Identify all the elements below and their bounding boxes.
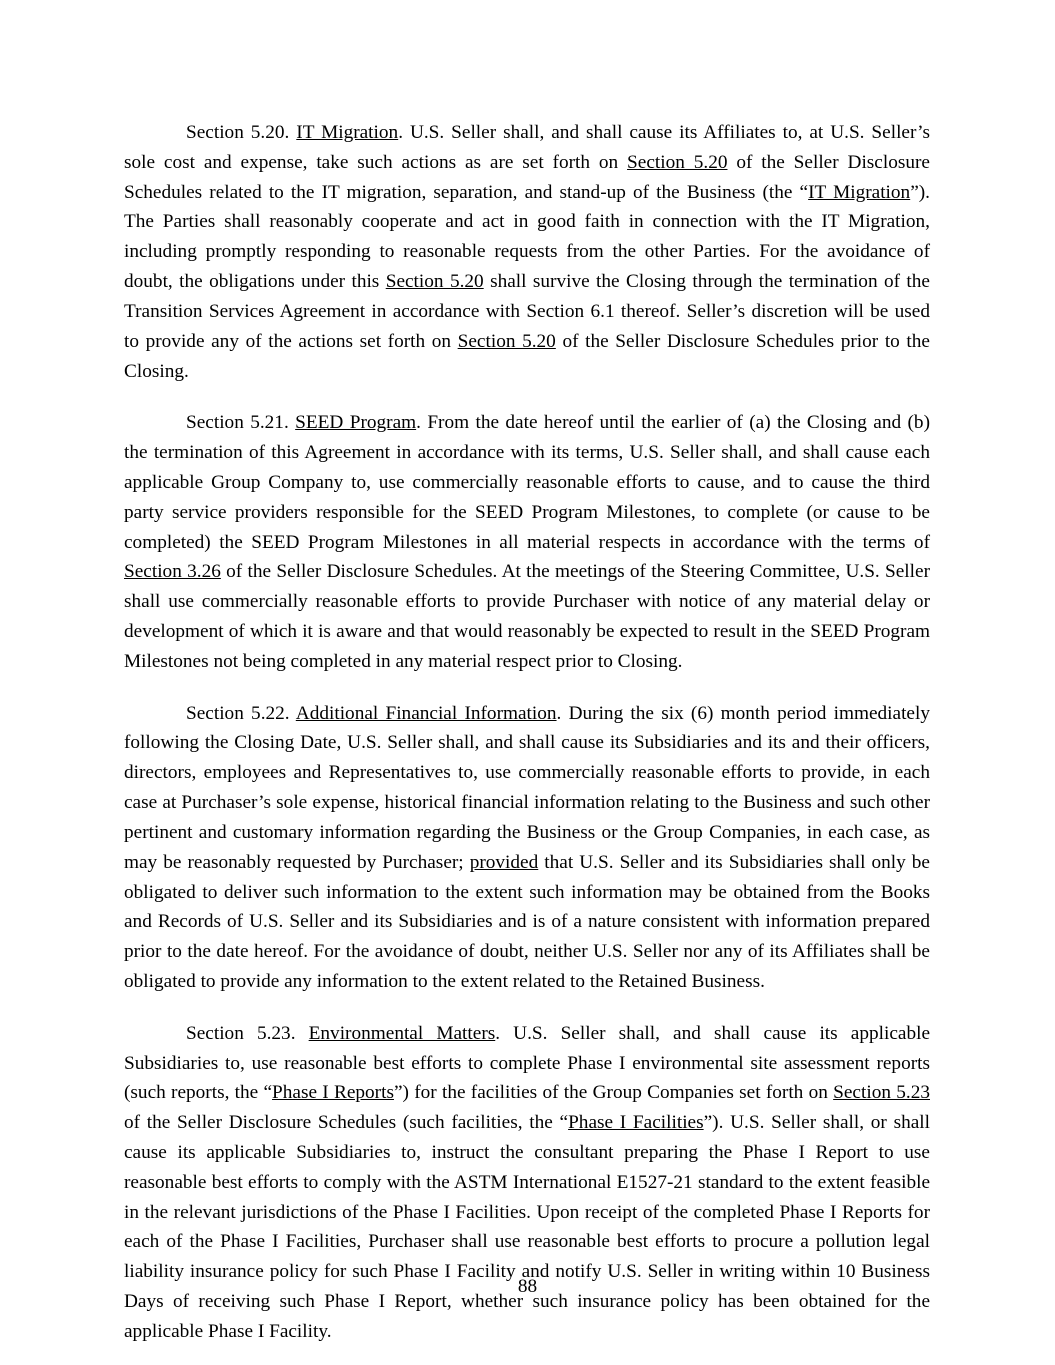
paragraph-section-5-20 [124,118,930,386]
paragraph-section-5-22 [124,699,930,997]
document-body [124,118,930,1347]
text-run: Section 5.20. [186,122,297,143]
text-run: of the Seller Disclosure Schedules related to the IT migration, separation, and stand-up of the Business (the “ [124,151,930,203]
underlined-term: Additional Financial Information [295,702,557,724]
text-run: of the Seller Disclosure Schedules. At the meetings of the Steering Committee, U.S. Seller shall use commercially reasonable efforts to provide Purchaser with notice of any material delay or development of which it is aware and that would reasonably be expected to result in the SEED Program Milestones not being completed in any material respect prior to Closing. [124,561,930,672]
text-run: of the Seller Disclosure Schedules prior to the Closing. [124,330,930,382]
underlined-term: provided [469,851,539,873]
text-run: ”) for the facilities of the Group Companies set forth on [393,1082,834,1104]
text-run: Section 5.21. [186,412,296,434]
text-run: . U.S. Seller shall, and shall cause its applicable Subsidiaries to, use reasonable best efforts to complete Phase I environmental site assessment reports (such reports, the “ [124,1022,930,1104]
underlined-term: Section 5.23 [833,1082,930,1104]
underlined-term: Section 3.26 [124,561,221,583]
text-run: ”). U.S. Seller shall, or shall cause its applicable Subsidiaries to, instruct the consultant preparing the Phase I Report to use reasonable best efforts to comply with the ASTM International E1527-21 standard to the extent feasible in the relevant jurisdictions of the Phase I Facilities. Upon receipt of the completed Phase I Reports for each of the Phase I Facilities, Purchaser shall use reasonable best efforts to procure a pollution legal liability insurance policy for such Phase I Facility and notify U.S. Seller in writing within 10 Business Days of receiving such Phase I Report, whether such insurance policy has been obtained for the applicable Phase I Facility. [124,1112,930,1342]
underlined-term: IT Migration [808,181,911,203]
underlined-term: Section 5.20 [457,330,556,352]
page-number: 88 [517,1276,538,1297]
underlined-term: Section 5.20 [627,151,728,173]
text-run: that U.S. Seller and its Subsidiaries shall only be obligated to deliver such information to the extent such information may be obtained from the Books and Records of U.S. Seller and its Subsidiaries and is of a nature consistent with information prepared prior to the date hereof. For the avoidance of doubt, neither U.S. Seller nor any of its Affiliates shall be obligated to provide any information to the extent related to the Retained Business. [124,851,930,992]
underlined-term: Environmental Matters [308,1022,496,1044]
underlined-term: SEED Program [295,412,417,434]
underlined-term: Phase I Reports [272,1082,394,1104]
text-run: . U.S. Seller shall, and shall cause its Affiliates to, at U.S. Seller’s sole cost and expense, take such actions as are set forth on [124,122,930,173]
paragraph-section-5-21 [124,408,930,676]
text-run: Section 5.23. [186,1022,309,1044]
text-run: . From the date hereof until the earlier of (a) the Closing and (b) the termination of this Agreement in accordance with its terms, U.S. Seller shall, and shall cause each applicable Group Company to, use commercially reasonable efforts to cause, and to cause the third party service providers responsible for the SEED Program Milestones, to complete (or cause to be completed) the SEED Program Milestones in all material respects in accordance with the terms of [124,412,930,553]
underlined-term: Section 5.20 [385,271,484,293]
underlined-term: Phase I Facilities [568,1112,704,1134]
text-run: of the Seller Disclosure Schedules (such facilities, the “ [124,1112,569,1134]
text-run: shall survive the Closing through the termination of the Transition Services Agreement in accordance with Section 6.1 thereof. Seller’s discretion will be used to provide any of the actions set forth on [124,271,930,352]
underlined-term: IT Migration [296,122,399,143]
text-run: . During the six (6) month period immediately following the Closing Date, U.S. Seller shall, and shall cause its Subsidiaries and its and their officers, directors, employees and Representatives to, use commercially reasonable efforts to provide, in each case at Purchaser’s sole expense, historical financial information relating to the Business and such other pertinent and customary information regarding the Business or the Group Companies, in each case, as may be reasonably requested by Purchaser; [124,702,930,873]
text-run: Section 5.22. [186,702,296,724]
text-run: ”). The Parties shall reasonably cooperate and act in good faith in connection with the IT Migration, including promptly responding to reasonable requests from the other Parties. For the avoidance of doubt, the obligations under this [124,181,931,293]
